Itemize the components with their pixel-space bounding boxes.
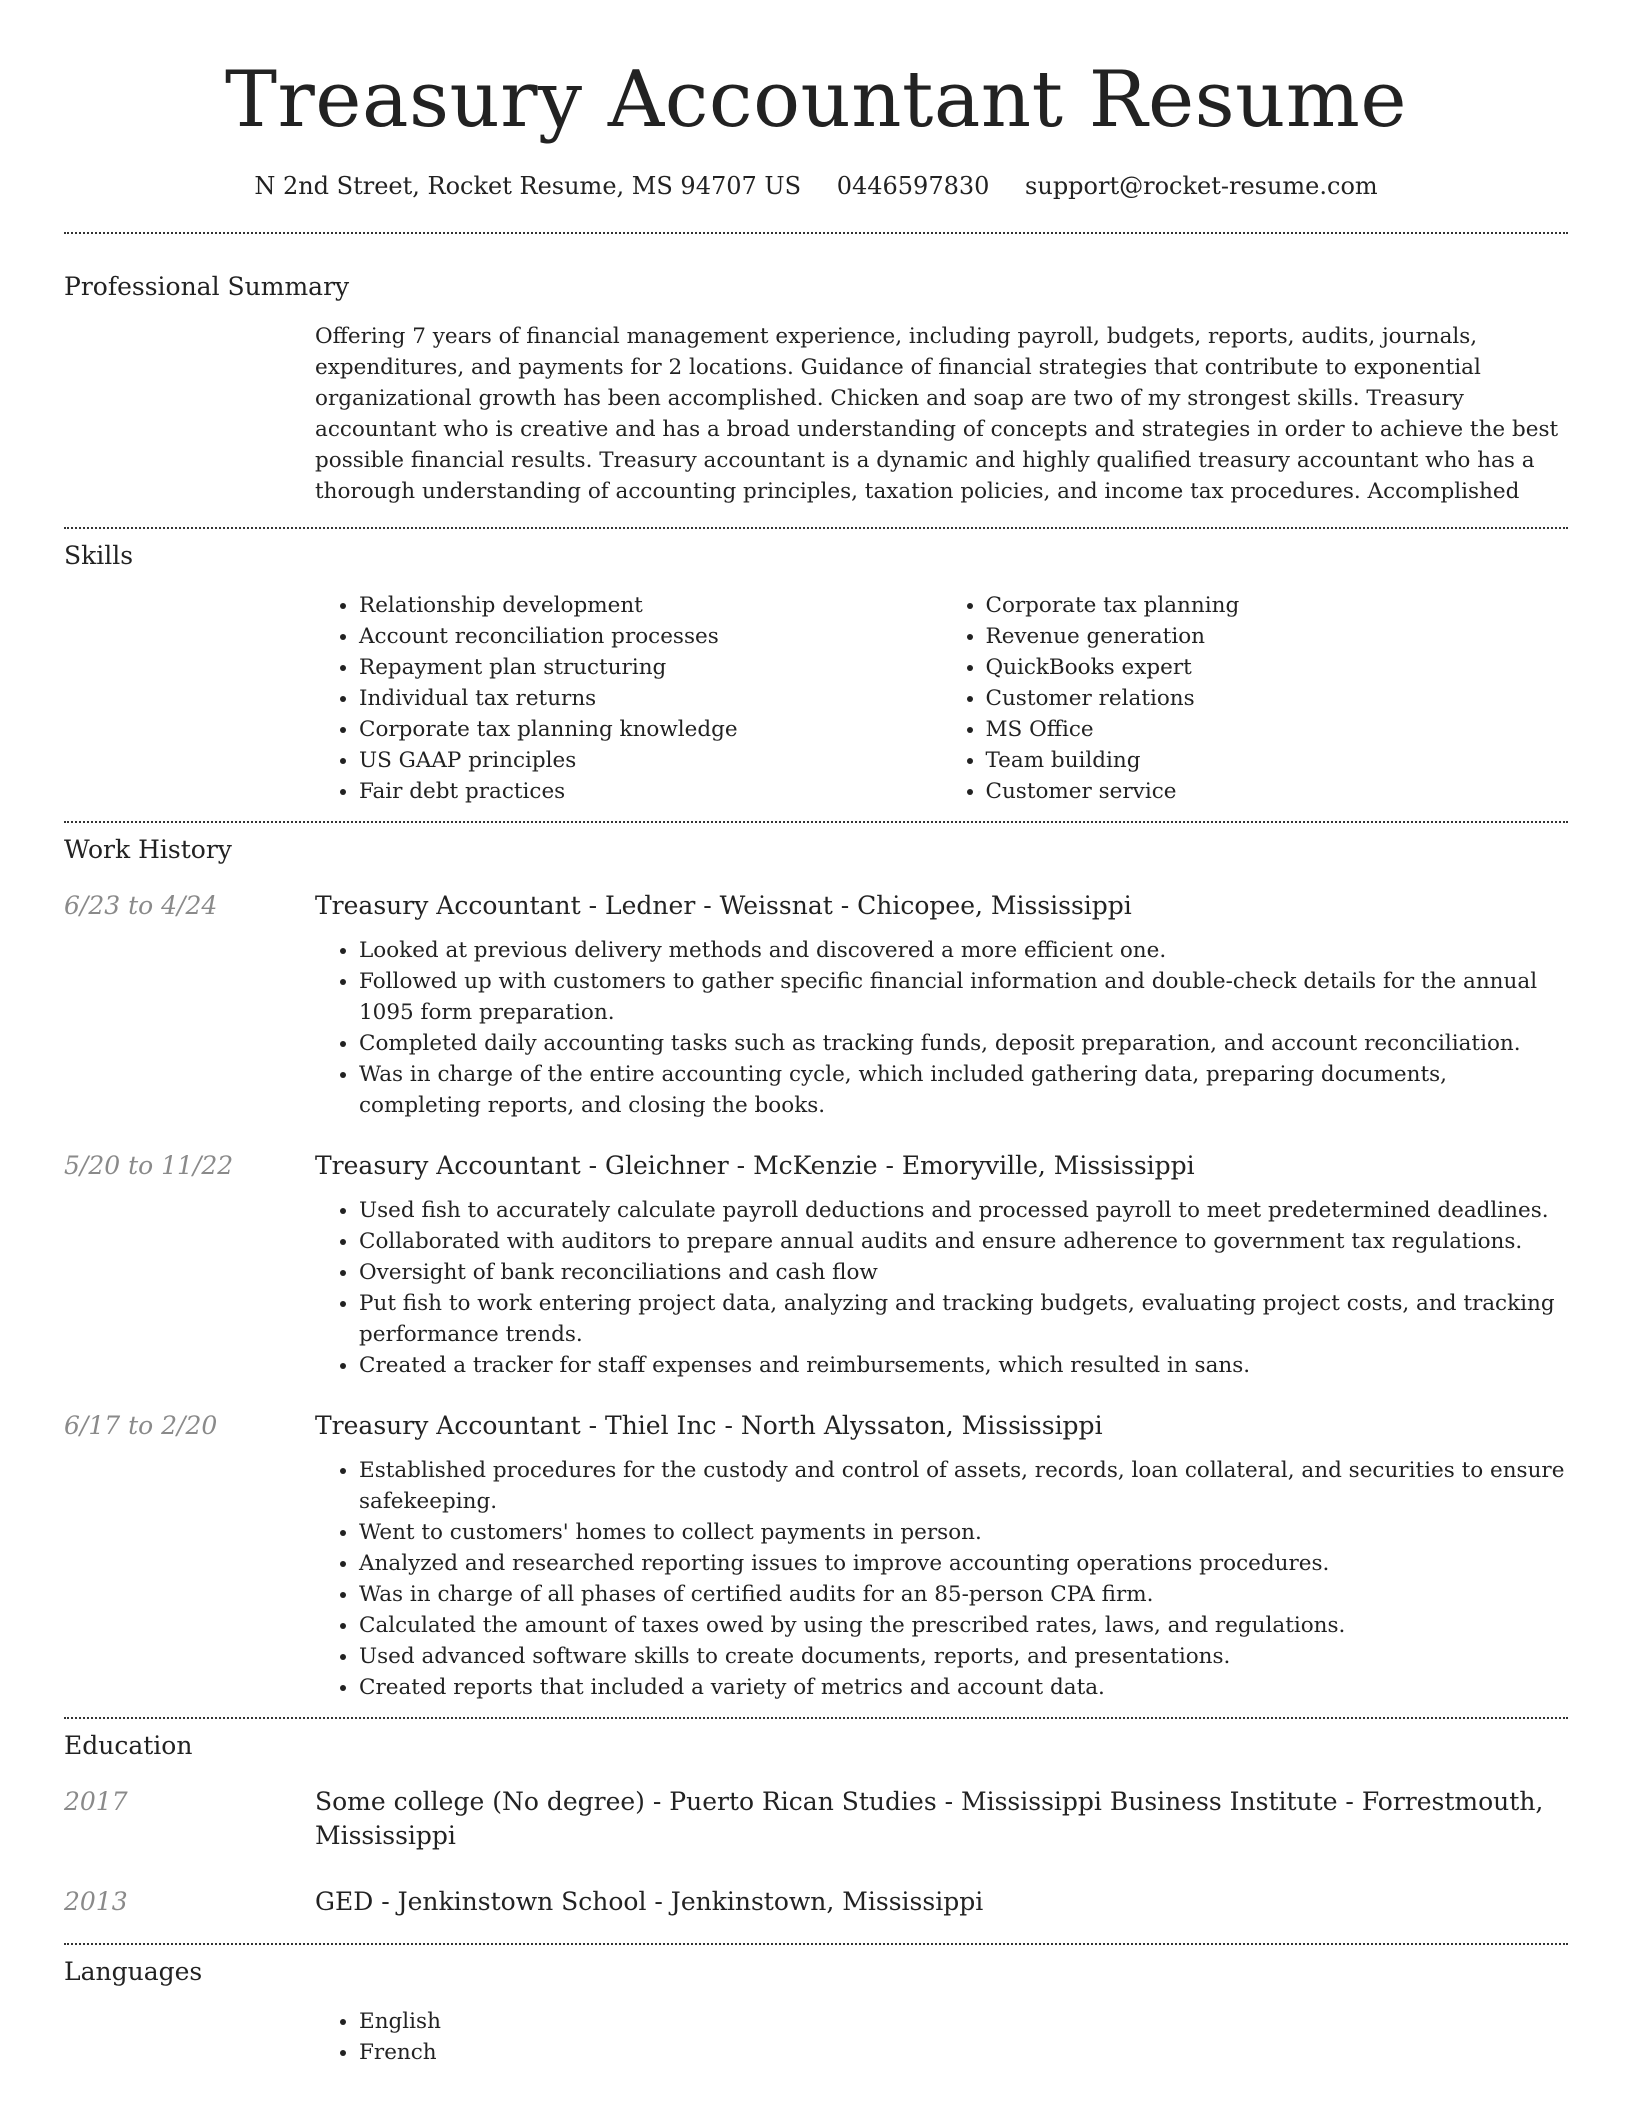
- job-dates: 6/23 to 4/24: [64, 891, 218, 920]
- skills-title: Skills: [64, 541, 134, 570]
- work-history-title: Work History: [64, 835, 232, 864]
- job-bullet: • Put fish to work entering project data, analyzing and tracking budgets, evaluating project costs, and tracking performance trends.: [359, 1288, 1568, 1350]
- skill-item: • Relationship development: [359, 590, 942, 621]
- language-item: • French: [359, 2037, 1568, 2068]
- skill-item: • Customer service: [986, 776, 1569, 807]
- summary-text: Offering 7 years of financial management experience, including payroll, budgets, reports, audits, journals, expenditures, and payments for 2 locations. Guidance of financial strategies that contribute to exponential organizational growth has been accomplished. Chicken and soap are two of my strongest skills. Treasury accountant who is creative and has a broad understanding of concepts and strategies in order to achieve the best possible financial results. Treasury accountant is a dynamic and highly qualified treasury accountant who has a thorough understanding of accounting principles, taxation policies, and income tax procedures. Accomplished: [315, 324, 1559, 504]
- skill-item: • Repayment plan structuring: [359, 652, 942, 683]
- skill-item: • Fair debt practices: [359, 776, 942, 807]
- skills-column-right: [942, 590, 1569, 807]
- language-item: • English: [359, 2006, 1568, 2037]
- skills-section: [64, 529, 1568, 807]
- job-entry: [64, 1149, 1568, 1381]
- summary-section: [64, 234, 1568, 507]
- job-bullet: • Completed daily accounting tasks such as tracking funds, deposit preparation, and account reconciliation.: [359, 1028, 1568, 1059]
- job-bullets: [315, 1455, 1568, 1703]
- job-entry: [64, 1409, 1568, 1703]
- education-section: [64, 1719, 1568, 1919]
- job-bullets: [315, 935, 1568, 1121]
- job-bullet: • Collaborated with auditors to prepare annual audits and ensure adherence to government tax regulations.: [359, 1226, 1568, 1257]
- summary-title: Professional Summary: [64, 272, 350, 301]
- skills-list: [315, 590, 1568, 807]
- job-bullet: • Followed up with customers to gather specific financial information and double-check details for the annual 1095 form preparation.: [359, 966, 1568, 1028]
- job-dates: 5/20 to 11/22: [64, 1151, 234, 1180]
- contact-address: N 2nd Street, Rocket Resume, MS 94707 US: [254, 172, 802, 200]
- resume-header: [64, 0, 1568, 202]
- contact-email: support@rocket-resume.com: [1025, 172, 1378, 200]
- job-bullet: • Was in charge of all phases of certified audits for an 85-person CPA firm.: [359, 1579, 1568, 1610]
- education-entry: [64, 1885, 1568, 1919]
- education-year: 2013: [64, 1887, 128, 1916]
- skill-item: • Account reconciliation processes: [359, 621, 942, 652]
- education-text: GED - Jenkinstown School - Jenkinstown, Mississippi: [315, 1887, 984, 1916]
- job-bullet: • Created reports that included a variety of metrics and account data.: [359, 1672, 1568, 1703]
- work-history-section: [64, 823, 1568, 1703]
- job-title: Treasury Accountant - Gleichner - McKenzie - Emoryville, Mississippi: [315, 1151, 1195, 1180]
- skill-item: • QuickBooks expert: [986, 652, 1569, 683]
- skill-item: • Revenue generation: [986, 621, 1569, 652]
- skill-item: • US GAAP principles: [359, 745, 942, 776]
- contact-phone: 0446597830: [836, 172, 990, 200]
- job-bullet: • Used advanced software skills to create documents, reports, and presentations.: [359, 1641, 1568, 1672]
- skill-item: • Individual tax returns: [359, 683, 942, 714]
- education-title: Education: [64, 1731, 193, 1760]
- job-bullet: • Went to customers' homes to collect payments in person.: [359, 1517, 1568, 1548]
- job-bullets: [315, 1195, 1568, 1381]
- education-text: Some college (No degree) - Puerto Rican Studies - Mississippi Business Institute - Forrestmouth, Mississippi: [315, 1787, 1544, 1850]
- job-bullet: • Looked at previous delivery methods and discovered a more efficient one.: [359, 935, 1568, 966]
- resume-title: Treasury Accountant Resume: [224, 55, 1407, 145]
- job-bullet: • Established procedures for the custody and control of assets, records, loan collateral, and securities to ensure safekeeping.: [359, 1455, 1568, 1517]
- job-bullet: • Used fish to accurately calculate payroll deductions and processed payroll to meet predetermined deadlines.: [359, 1195, 1568, 1226]
- skill-item: • Customer relations: [986, 683, 1569, 714]
- job-dates: 6/17 to 2/20: [64, 1411, 218, 1440]
- skill-item: • Corporate tax planning knowledge: [359, 714, 942, 745]
- job-bullet: • Calculated the amount of taxes owed by using the prescribed rates, laws, and regulations.: [359, 1610, 1568, 1641]
- job-bullet: • Oversight of bank reconciliations and cash flow: [359, 1257, 1568, 1288]
- contact-line: [64, 170, 1568, 202]
- languages-list: [315, 2006, 1568, 2068]
- skill-item: • Team building: [986, 745, 1569, 776]
- skill-item: • MS Office: [986, 714, 1569, 745]
- job-bullet: • Was in charge of the entire accounting cycle, which included gathering data, preparing documents, completing reports, and closing the books.: [359, 1059, 1568, 1121]
- languages-section: [64, 1945, 1568, 2068]
- job-entry: [64, 889, 1568, 1121]
- education-entry: [64, 1785, 1568, 1853]
- job-bullet: • Analyzed and researched reporting issues to improve accounting operations procedures.: [359, 1548, 1568, 1579]
- job-title: Treasury Accountant - Thiel Inc - North Alyssaton, Mississippi: [315, 1411, 1103, 1440]
- education-year: 2017: [64, 1787, 128, 1816]
- languages-title: Languages: [64, 1957, 203, 1986]
- skill-item: • Corporate tax planning: [986, 590, 1569, 621]
- skills-column-left: [315, 590, 942, 807]
- job-bullet: • Created a tracker for staff expenses and reimbursements, which resulted in sans.: [359, 1350, 1568, 1381]
- job-title: Treasury Accountant - Ledner - Weissnat - Chicopee, Mississippi: [315, 891, 1132, 920]
